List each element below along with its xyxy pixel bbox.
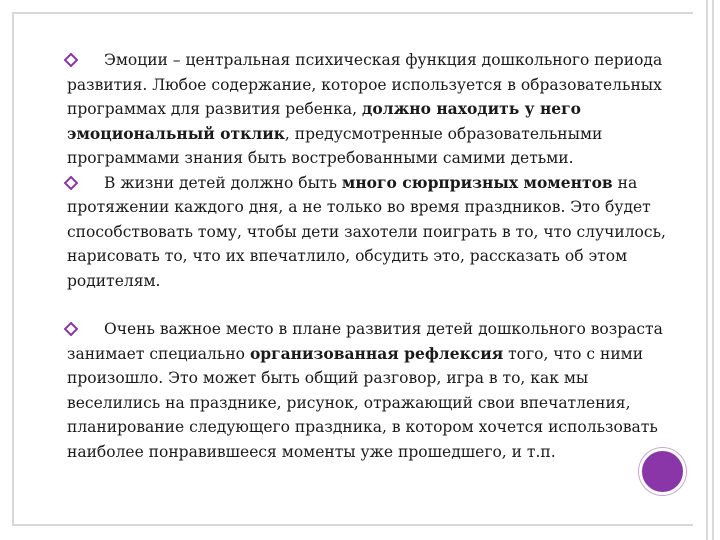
paragraph-text <box>67 48 667 171</box>
paragraph-3-text-b: того, что с ними произошло. Это может быть общий разговор, игра в то, как мы веселились на празднике, рисунок, отражающий свои впечатления, планирование следующего праздника, в котором хочется использовать наиболее понравившееся моменты уже прошедшего, и т.п. <box>67 344 658 461</box>
paragraph-text <box>67 171 667 294</box>
paragraph-2-text-b: на протяжении каждого дня, а не только во время праздников. Это будет способствовать тому, чтобы дети захотели поиграть в то, что случилось, нарисовать то, что их впечатлило, обсудить это, рассказать об этом родителям. <box>67 173 666 290</box>
paragraph-1-text-b: , предусмотренные образовательными программами знания быть востребованными самими детьми. <box>67 124 603 167</box>
hollow-diamond-bullet-icon <box>64 322 78 336</box>
paragraph-gap <box>67 293 667 317</box>
paragraph-text <box>67 317 667 464</box>
slide-body <box>67 48 667 464</box>
slide-number-circle <box>639 448 686 495</box>
rail-line-inner <box>712 0 714 540</box>
bullet-paragraph-3 <box>67 317 667 464</box>
hollow-diamond-bullet-icon <box>64 176 78 190</box>
rail-line-outer <box>706 0 708 540</box>
paragraph-3-emphasis: организованная рефлексия <box>249 343 504 363</box>
paragraph-2-emphasis: много сюрпризных моментов <box>341 172 613 192</box>
paragraph-1-text-a: Эмоции – центральная психическая функция дошкольного периода развития. Любое содержание, которое используется в образовательных программах для развития ребенка, <box>67 51 663 118</box>
slide-right-rail <box>693 0 720 540</box>
paragraph-2-text-a: В жизни детей должно быть <box>104 173 342 192</box>
paragraph-1-emphasis: должно находить у него эмоциональный отклик <box>67 99 581 143</box>
hollow-diamond-bullet-icon <box>64 53 78 67</box>
bullet-paragraph-1 <box>67 48 667 171</box>
paragraph-3-text-a: Очень важное место в плане развития детей дошкольного возраста занимает специально <box>67 320 663 363</box>
bullet-paragraph-2 <box>67 171 667 294</box>
